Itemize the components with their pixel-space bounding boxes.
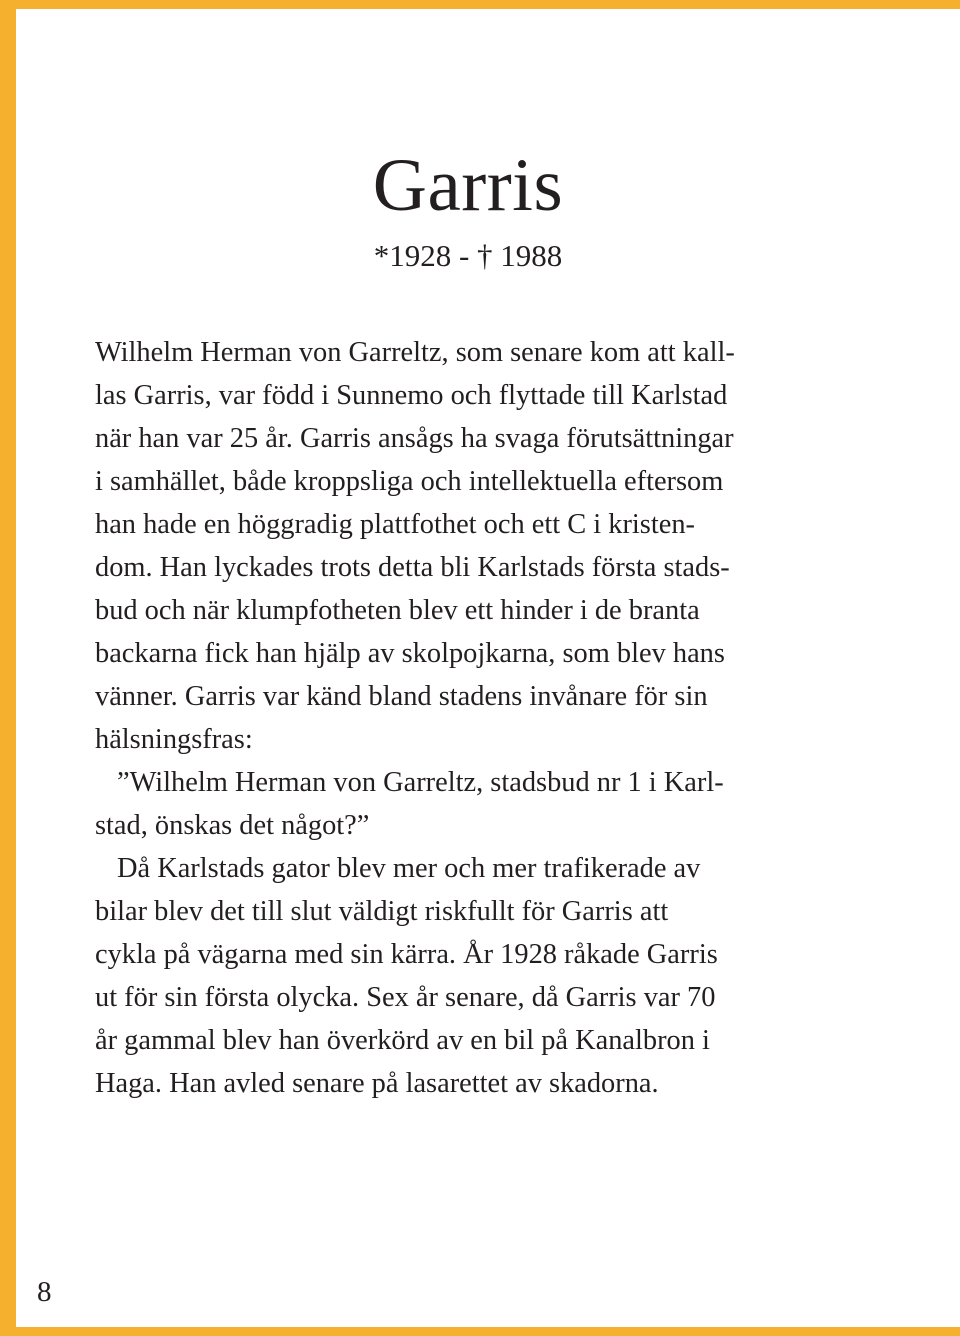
body-line: när han var 25 år. Garris ansågs ha svaga förutsättningar bbox=[95, 423, 734, 454]
body-line: i samhället, både kroppsliga och intellektuella eftersom bbox=[95, 466, 724, 497]
body-line: Haga. Han avled senare på lasarettet av skadorna. bbox=[95, 1068, 659, 1099]
page-title: Garris bbox=[372, 144, 564, 227]
greeting-quote-line: ”Wilhelm Herman von Garreltz, stadsbud nr 1 i Karl- bbox=[117, 767, 724, 798]
life-dates: *1928 - † 1988 bbox=[373, 238, 563, 273]
body-paragraph bbox=[95, 331, 855, 1105]
page-number: 8 bbox=[37, 1276, 52, 1308]
greeting-quote-line: stad, önskas det något?” bbox=[95, 810, 370, 841]
body-line: las Garris, var född i Sunnemo och flyttade till Karlstad bbox=[95, 380, 728, 411]
body-line: ut för sin första olycka. Sex år senare, då Garris var 70 bbox=[95, 982, 716, 1013]
body-line: backarna fick han hjälp av skolpojkarna, som blev hans bbox=[95, 638, 725, 669]
body-line: Wilhelm Herman von Garreltz, som senare kom att kall- bbox=[95, 337, 735, 368]
body-line: Då Karlstads gator blev mer och mer trafikerade av bbox=[117, 853, 701, 884]
body-line: vänner. Garris var känd bland stadens invånare för sin bbox=[95, 681, 708, 712]
body-line: dom. Han lyckades trots detta bli Karlstads första stads- bbox=[95, 552, 730, 583]
body-line: cykla på vägarna med sin kärra. År 1928 råkade Garris bbox=[95, 939, 718, 970]
body-line: bilar blev det till slut väldigt riskfullt för Garris att bbox=[95, 896, 669, 927]
body-line: bud och när klumpfotheten blev ett hinder i de branta bbox=[95, 595, 700, 626]
body-line: hälsningsfras: bbox=[95, 724, 253, 755]
body-line: år gammal blev han överkörd av en bil på Kanalbron i bbox=[95, 1025, 710, 1056]
body-line: han hade en höggradig plattfothet och ett C i kristen- bbox=[95, 509, 695, 540]
